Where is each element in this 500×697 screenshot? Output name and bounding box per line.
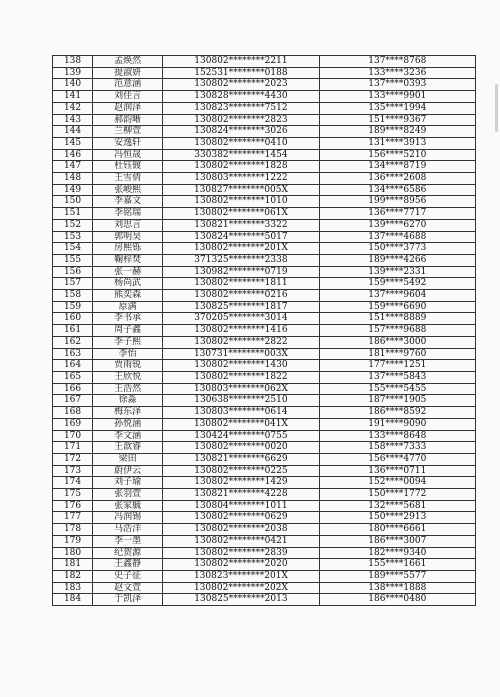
cell-no: 147 xyxy=(53,161,93,173)
table-row xyxy=(53,290,476,302)
cell-phone: 199****8956 xyxy=(319,196,475,208)
table-row xyxy=(53,383,476,395)
cell-id: 130824********5017 xyxy=(163,231,319,243)
cell-name: 熊奕森 xyxy=(93,290,163,302)
table-row xyxy=(53,430,476,442)
cell-phone: 157****9688 xyxy=(319,325,475,337)
cell-phone: 189****8249 xyxy=(319,126,475,138)
cell-id: 130802********0020 xyxy=(163,442,319,454)
cell-name: 李子熙 xyxy=(93,336,163,348)
cell-phone: 137****5843 xyxy=(319,371,475,383)
cell-phone: 150****2913 xyxy=(319,512,475,524)
cell-no: 177 xyxy=(53,512,93,524)
cell-phone: 187****1905 xyxy=(319,395,475,407)
cell-name: 冯恒晟 xyxy=(93,149,163,161)
cell-no: 150 xyxy=(53,196,93,208)
cell-phone: 151****8889 xyxy=(319,313,475,325)
table-row xyxy=(53,371,476,383)
cell-no: 138 xyxy=(53,56,93,68)
cell-phone: 135****1994 xyxy=(319,102,475,114)
cell-name: 孟焕然 xyxy=(93,56,163,68)
cell-phone: 132****5681 xyxy=(319,500,475,512)
cell-no: 149 xyxy=(53,184,93,196)
cell-id: 130731********003X xyxy=(163,348,319,360)
cell-id: 152531********0188 xyxy=(163,67,319,79)
cell-id: 130802********1430 xyxy=(163,360,319,372)
cell-phone: 150****3773 xyxy=(319,243,475,255)
cell-id: 130802********1429 xyxy=(163,477,319,489)
cell-phone: 159****5492 xyxy=(319,278,475,290)
cell-no: 168 xyxy=(53,407,93,419)
table-row xyxy=(53,465,476,477)
cell-name: 李怡 xyxy=(93,348,163,360)
table-row xyxy=(53,184,476,196)
cell-name: 史子征 xyxy=(93,570,163,582)
cell-no: 139 xyxy=(53,67,93,79)
cell-name: 刘子瑜 xyxy=(93,477,163,489)
cell-no: 166 xyxy=(53,383,93,395)
cell-phone: 133****8648 xyxy=(319,430,475,442)
cell-no: 178 xyxy=(53,524,93,536)
cell-no: 158 xyxy=(53,290,93,302)
cell-no: 176 xyxy=(53,500,93,512)
cell-name: 王雪倩 xyxy=(93,173,163,185)
cell-id: 130802********1416 xyxy=(163,325,319,337)
table-row xyxy=(53,500,476,512)
cell-no: 154 xyxy=(53,243,93,255)
cell-phone: 134****6586 xyxy=(319,184,475,196)
cell-no: 157 xyxy=(53,278,93,290)
cell-no: 146 xyxy=(53,149,93,161)
table-row xyxy=(53,56,476,68)
table-row xyxy=(53,489,476,501)
cell-no: 145 xyxy=(53,137,93,149)
table-row xyxy=(53,348,476,360)
cell-phone: 131****3913 xyxy=(319,137,475,149)
cell-name: 张羽萱 xyxy=(93,489,163,501)
cell-name: 郝韵晰 xyxy=(93,114,163,126)
cell-name: 李书承 xyxy=(93,313,163,325)
table-row xyxy=(53,254,476,266)
cell-no: 155 xyxy=(53,254,93,266)
cell-no: 143 xyxy=(53,114,93,126)
cell-phone: 158****7333 xyxy=(319,442,475,454)
cell-phone: 186****0480 xyxy=(319,594,475,606)
table-row xyxy=(53,278,476,290)
table-row xyxy=(53,126,476,138)
cell-id: 130823********7512 xyxy=(163,102,319,114)
table-row xyxy=(53,79,476,91)
table-row xyxy=(53,395,476,407)
table-row xyxy=(53,161,476,173)
cell-id: 130802********2822 xyxy=(163,336,319,348)
cell-no: 161 xyxy=(53,325,93,337)
cell-no: 165 xyxy=(53,371,93,383)
cell-name: 刘佳言 xyxy=(93,91,163,103)
cell-phone: 151****9367 xyxy=(319,114,475,126)
cell-phone: 189****5577 xyxy=(319,570,475,582)
table-row xyxy=(53,442,476,454)
cell-id: 130821********4228 xyxy=(163,489,319,501)
cell-name: 李铭瑞 xyxy=(93,208,163,220)
cell-id: 130802********1828 xyxy=(163,161,319,173)
cell-name: 梁田 xyxy=(93,453,163,465)
cell-id: 130802********202X xyxy=(163,582,319,594)
cell-id: 130802********201X xyxy=(163,243,319,255)
cell-id: 130821********3322 xyxy=(163,219,319,231)
cell-id: 130802********0421 xyxy=(163,535,319,547)
cell-no: 171 xyxy=(53,442,93,454)
cell-id: 130802********2839 xyxy=(163,547,319,559)
table-row xyxy=(53,559,476,571)
cell-phone: 137****8768 xyxy=(319,56,475,68)
table-row xyxy=(53,208,476,220)
cell-phone: 155****1661 xyxy=(319,559,475,571)
cell-phone: 186****3000 xyxy=(319,336,475,348)
table-body xyxy=(53,56,476,606)
cell-id: 130827********005X xyxy=(163,184,319,196)
cell-id: 130824********3026 xyxy=(163,126,319,138)
cell-phone: 133****3236 xyxy=(319,67,475,79)
cell-no: 163 xyxy=(53,348,93,360)
table-row xyxy=(53,512,476,524)
cell-name: 王鑫静 xyxy=(93,559,163,571)
cell-id: 130802********061X xyxy=(163,208,319,220)
cell-id: 130825********1817 xyxy=(163,301,319,313)
cell-no: 148 xyxy=(53,173,93,185)
table-row xyxy=(53,582,476,594)
cell-phone: 186****8592 xyxy=(319,407,475,419)
cell-id: 130802********2020 xyxy=(163,559,319,571)
cell-name: 原满 xyxy=(93,301,163,313)
cell-no: 156 xyxy=(53,266,93,278)
table-row xyxy=(53,547,476,559)
cell-id: 130802********0225 xyxy=(163,465,319,477)
cell-id: 130823********201X xyxy=(163,570,319,582)
cell-no: 183 xyxy=(53,582,93,594)
cell-id: 130638********2510 xyxy=(163,395,319,407)
cell-no: 159 xyxy=(53,301,93,313)
cell-name: 赵文萱 xyxy=(93,582,163,594)
cell-name: 张一赫 xyxy=(93,266,163,278)
table-row xyxy=(53,149,476,161)
student-table xyxy=(52,55,476,606)
cell-id: 130802********1822 xyxy=(163,371,319,383)
cell-id: 130803********062X xyxy=(163,383,319,395)
cell-name: 房熙铄 xyxy=(93,243,163,255)
scrollbar-thumb[interactable] xyxy=(495,84,498,132)
cell-no: 153 xyxy=(53,231,93,243)
cell-name: 纪贺源 xyxy=(93,547,163,559)
table-row xyxy=(53,114,476,126)
table-row xyxy=(53,137,476,149)
cell-phone: 186****3007 xyxy=(319,535,475,547)
cell-name: 杨尚武 xyxy=(93,278,163,290)
cell-name: 马浩洋 xyxy=(93,524,163,536)
cell-no: 160 xyxy=(53,313,93,325)
cell-name: 鞠梓焚 xyxy=(93,254,163,266)
cell-id: 130802********2211 xyxy=(163,56,319,68)
table-row xyxy=(53,524,476,536)
cell-id: 130802********0216 xyxy=(163,290,319,302)
cell-no: 173 xyxy=(53,465,93,477)
cell-phone: 136****2608 xyxy=(319,173,475,185)
cell-no: 174 xyxy=(53,477,93,489)
cell-id: 130424********0755 xyxy=(163,430,319,442)
cell-phone: 137****4688 xyxy=(319,231,475,243)
cell-id: 370205********3014 xyxy=(163,313,319,325)
cell-name: 王歆睿 xyxy=(93,442,163,454)
cell-no: 144 xyxy=(53,126,93,138)
cell-no: 162 xyxy=(53,336,93,348)
cell-id: 130804********1011 xyxy=(163,500,319,512)
table-row xyxy=(53,67,476,79)
cell-no: 179 xyxy=(53,535,93,547)
cell-phone: 159****6690 xyxy=(319,301,475,313)
cell-name: 孙悦涵 xyxy=(93,418,163,430)
cell-id: 330382********1454 xyxy=(163,149,319,161)
table-row xyxy=(53,173,476,185)
cell-phone: 139****2331 xyxy=(319,266,475,278)
cell-no: 184 xyxy=(53,594,93,606)
cell-id: 130821********6629 xyxy=(163,453,319,465)
cell-name: 李一墨 xyxy=(93,535,163,547)
cell-name: 范意涵 xyxy=(93,79,163,91)
cell-phone: 189****4266 xyxy=(319,254,475,266)
cell-id: 130802********1010 xyxy=(163,196,319,208)
cell-phone: 180****6661 xyxy=(319,524,475,536)
cell-phone: 134****8719 xyxy=(319,161,475,173)
table-row xyxy=(53,477,476,489)
cell-id: 130825********2013 xyxy=(163,594,319,606)
cell-id: 371325********2338 xyxy=(163,254,319,266)
cell-no: 180 xyxy=(53,547,93,559)
cell-name: 李文涵 xyxy=(93,430,163,442)
cell-id: 130802********2023 xyxy=(163,79,319,91)
cell-phone: 191****9090 xyxy=(319,418,475,430)
table-row xyxy=(53,418,476,430)
cell-no: 151 xyxy=(53,208,93,220)
cell-id: 130803********0614 xyxy=(163,407,319,419)
cell-no: 169 xyxy=(53,418,93,430)
cell-phone: 156****4770 xyxy=(319,453,475,465)
table-row xyxy=(53,196,476,208)
table-row xyxy=(53,453,476,465)
table-row xyxy=(53,301,476,313)
table-row xyxy=(53,266,476,278)
cell-phone: 133****9901 xyxy=(319,91,475,103)
cell-name: 蔚伊云 xyxy=(93,465,163,477)
cell-no: 172 xyxy=(53,453,93,465)
cell-no: 142 xyxy=(53,102,93,114)
cell-phone: 177****1251 xyxy=(319,360,475,372)
cell-name: 李嘉文 xyxy=(93,196,163,208)
cell-name: 于凯泽 xyxy=(93,594,163,606)
cell-no: 182 xyxy=(53,570,93,582)
cell-no: 181 xyxy=(53,559,93,571)
cell-phone: 155****5455 xyxy=(319,383,475,395)
cell-name: 杜钰镀 xyxy=(93,161,163,173)
cell-phone: 137****9604 xyxy=(319,290,475,302)
cell-no: 141 xyxy=(53,91,93,103)
cell-phone: 139****6270 xyxy=(319,219,475,231)
cell-phone: 181****9760 xyxy=(319,348,475,360)
table-row xyxy=(53,231,476,243)
cell-name: 王欣悦 xyxy=(93,371,163,383)
table-row xyxy=(53,219,476,231)
cell-phone: 136****7717 xyxy=(319,208,475,220)
cell-name: 兰柳萱 xyxy=(93,126,163,138)
table-row xyxy=(53,325,476,337)
table-row xyxy=(53,336,476,348)
cell-name: 张家毓 xyxy=(93,500,163,512)
cell-name: 王浩然 xyxy=(93,383,163,395)
cell-id: 130802********041X xyxy=(163,418,319,430)
cell-name: 梅东泽 xyxy=(93,407,163,419)
cell-name: 赵润泽 xyxy=(93,102,163,114)
cell-no: 152 xyxy=(53,219,93,231)
cell-name: 提淑妍 xyxy=(93,67,163,79)
cell-id: 130802********0410 xyxy=(163,137,319,149)
cell-id: 130802********2038 xyxy=(163,524,319,536)
table-row xyxy=(53,313,476,325)
cell-no: 164 xyxy=(53,360,93,372)
table-row xyxy=(53,407,476,419)
cell-name: 徐淼 xyxy=(93,395,163,407)
cell-name: 冯润锡 xyxy=(93,512,163,524)
cell-no: 170 xyxy=(53,430,93,442)
cell-id: 130802********1811 xyxy=(163,278,319,290)
cell-id: 130802********0629 xyxy=(163,512,319,524)
cell-phone: 136****0711 xyxy=(319,465,475,477)
cell-phone: 137****0393 xyxy=(319,79,475,91)
table-row xyxy=(53,570,476,582)
cell-id: 130828********4430 xyxy=(163,91,319,103)
cell-phone: 152****0094 xyxy=(319,477,475,489)
cell-no: 175 xyxy=(53,489,93,501)
cell-name: 郭明昊 xyxy=(93,231,163,243)
table-row xyxy=(53,594,476,606)
cell-phone: 138****1888 xyxy=(319,582,475,594)
cell-name: 安逸轩 xyxy=(93,137,163,149)
table-row xyxy=(53,102,476,114)
table-row xyxy=(53,243,476,255)
cell-id: 130982********0719 xyxy=(163,266,319,278)
cell-no: 167 xyxy=(53,395,93,407)
cell-name: 张峻熙 xyxy=(93,184,163,196)
cell-phone: 150****1772 xyxy=(319,489,475,501)
cell-phone: 182****9340 xyxy=(319,547,475,559)
cell-name: 周子鑫 xyxy=(93,325,163,337)
cell-name: 贾雨锐 xyxy=(93,360,163,372)
table-row xyxy=(53,360,476,372)
cell-id: 130803********1222 xyxy=(163,173,319,185)
cell-no: 140 xyxy=(53,79,93,91)
table-row xyxy=(53,91,476,103)
cell-name: 刘思言 xyxy=(93,219,163,231)
table-row xyxy=(53,535,476,547)
cell-id: 130802********2823 xyxy=(163,114,319,126)
cell-phone: 156****5210 xyxy=(319,149,475,161)
